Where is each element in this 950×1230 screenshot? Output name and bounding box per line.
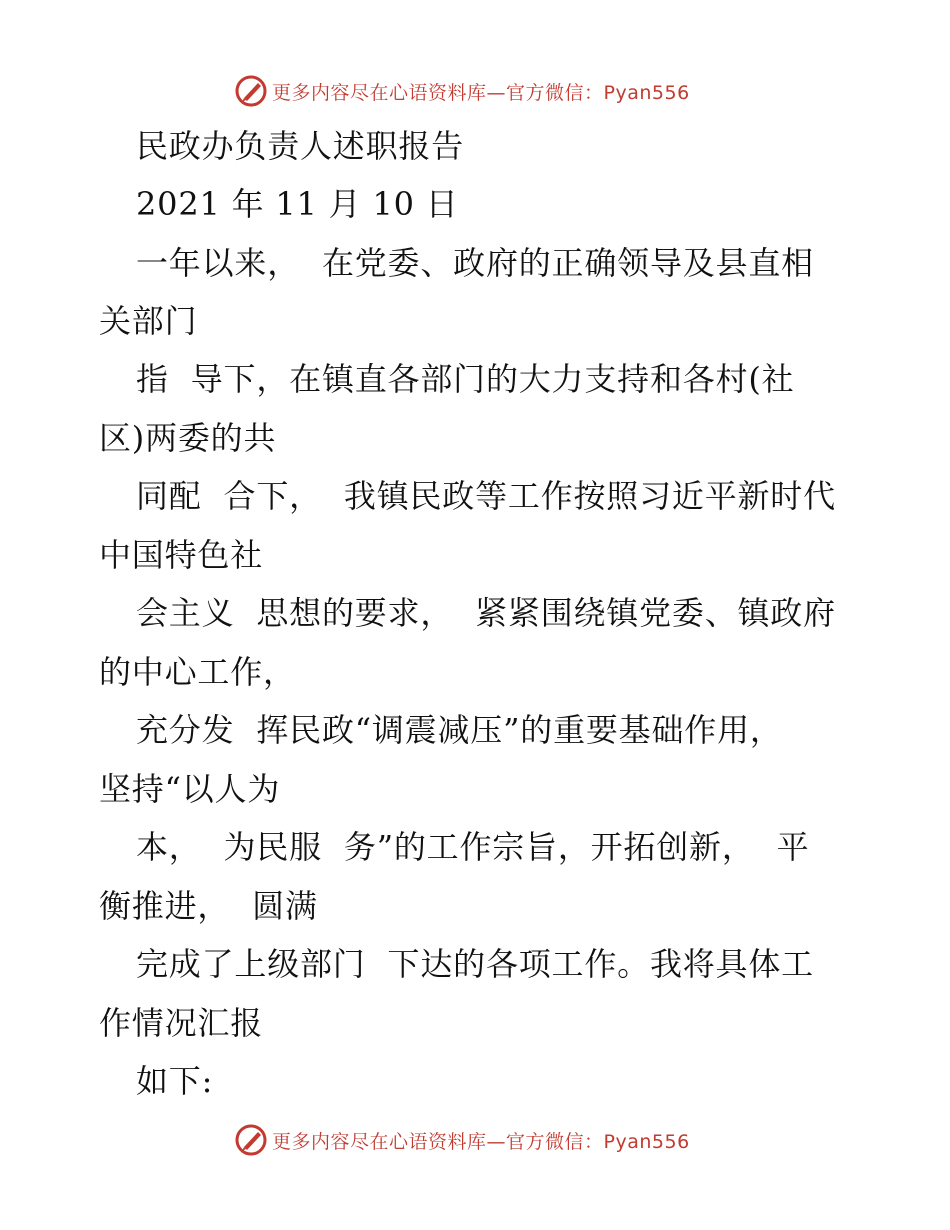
paragraph-line: 作情况汇报 bbox=[99, 1004, 264, 1042]
seal-pen-icon bbox=[234, 74, 268, 108]
document-date: 2021 年 11 月 10 日 bbox=[136, 185, 459, 223]
paragraph-line: 如下: bbox=[136, 1062, 214, 1100]
paragraph-line: 同配 合下， 我镇民政等工作按照习近平新时代 bbox=[136, 477, 836, 515]
watermark-text: 更多内容尽在心语资料库—官方微信：Pyan556 bbox=[272, 1130, 690, 1153]
paragraph-line: 完成了上级部门 下达的各项工作。我将具体工 bbox=[136, 945, 814, 983]
watermark-text: 更多内容尽在心语资料库—官方微信：Pyan556 bbox=[272, 81, 690, 104]
paragraph-line: 坚持“以人为 bbox=[99, 770, 281, 808]
paragraph-line: 关部门 bbox=[99, 302, 198, 340]
seal-pen-icon bbox=[234, 1123, 268, 1157]
watermark-header bbox=[234, 74, 690, 108]
paragraph-line: 充分发 挥民政“调震减压”的重要基础作用， bbox=[136, 711, 783, 749]
paragraph-line: 指 导下，在镇直各部门的大力支持和各村(社 bbox=[136, 360, 795, 398]
paragraph-line: 中国特色社 bbox=[99, 536, 264, 574]
document-title: 民政办负责人述职报告 bbox=[136, 127, 465, 165]
paragraph-line: 区)两委的共 bbox=[99, 419, 277, 457]
watermark-footer bbox=[234, 1123, 690, 1157]
paragraph-line: 一年以来， 在党委、政府的正确领导及县直相 bbox=[136, 244, 814, 282]
paragraph-line: 会主义 思想的要求， 紧紧围绕镇党委、镇政府 bbox=[136, 594, 836, 632]
paragraph-line: 衡推进， 圆满 bbox=[99, 887, 318, 925]
paragraph-line: 本， 为民服 务”的工作宗旨，开拓创新， 平 bbox=[136, 828, 810, 866]
paragraph-line: 的中心工作， bbox=[99, 653, 296, 691]
